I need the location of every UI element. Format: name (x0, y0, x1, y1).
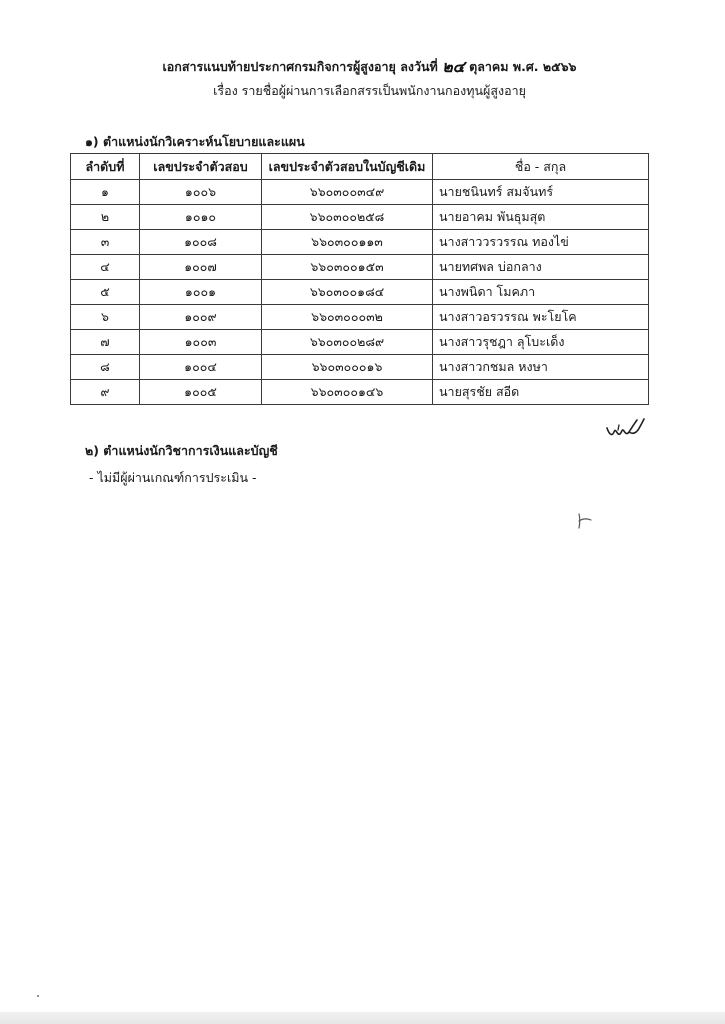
cell-old-exam-id: ๖๖๐๓๐๐๑๔๖ (262, 380, 433, 405)
cell-order: ๙ (71, 380, 140, 405)
cell-name: นายทศพล บ่อกลาง (433, 255, 649, 280)
cell-order: ๖ (71, 305, 140, 330)
cell-order: ๘ (71, 355, 140, 380)
table-header-row (71, 154, 649, 180)
handwritten-date-day: ๒๔ (442, 57, 465, 76)
document-title (0, 54, 725, 79)
cell-exam-id: ๑๐๐๑ (140, 280, 262, 305)
section-1-heading: ๑) ตำแหน่งนักวิเคราะห์นโยบายและแผน (85, 134, 305, 149)
no-candidates-note: - ไม่มีผู้ผ่านเกณฑ์การประเมิน - (89, 470, 257, 485)
table-row (71, 305, 649, 330)
cell-name: นายอาคม พันธุมสุต (433, 205, 649, 230)
table-row (71, 205, 649, 230)
cell-exam-id: ๑๐๐๕ (140, 380, 262, 405)
cell-exam-id: ๑๐๐๔ (140, 355, 262, 380)
table-row (71, 180, 649, 205)
cell-order: ๒ (71, 205, 140, 230)
cell-exam-id: ๑๐๐๓ (140, 330, 262, 355)
table-row (71, 280, 649, 305)
cell-old-exam-id: ๖๖๐๓๐๐๓๔๙ (262, 180, 433, 205)
cell-order: ๗ (71, 330, 140, 355)
cell-name: นางสาวกชมล หงษา (433, 355, 649, 380)
cell-name: นางสาววรวรรณ ทองไข่ (433, 230, 649, 255)
section-2-heading: ๒) ตำแหน่งนักวิชาการเงินและบัญชี (85, 443, 278, 458)
cell-name: นายชนินทร์ สมจันทร์ (433, 180, 649, 205)
cell-old-exam-id: ๖๖๐๓๐๐๑๕๓ (262, 255, 433, 280)
table-row (71, 330, 649, 355)
cell-name: นางพนิดา โมคภา (433, 280, 649, 305)
column-header-name: ชื่อ - สกุล (433, 154, 649, 180)
cell-order: ๑ (71, 180, 140, 205)
cell-old-exam-id: ๖๖๐๓๐๐๐๑๖ (262, 355, 433, 380)
cell-old-exam-id: ๖๖๐๓๐๐๑๑๓ (262, 230, 433, 255)
column-header-order: ลำดับที่ (71, 154, 140, 180)
column-header-exam-id: เลขประจำตัวสอบ (140, 154, 262, 180)
candidate-table (70, 153, 649, 405)
cell-exam-id: ๑๐๐๘ (140, 230, 262, 255)
handwritten-signature-icon (604, 416, 646, 448)
scan-speck (37, 995, 39, 997)
cell-old-exam-id: ๖๖๐๓๐๐๐๓๒ (262, 305, 433, 330)
cell-old-exam-id: ๖๖๐๓๐๐๒๘๙ (262, 330, 433, 355)
table-row (71, 380, 649, 405)
scan-edge (0, 1012, 725, 1024)
cell-exam-id: ๑๐๑๐ (140, 205, 262, 230)
cell-exam-id: ๑๐๐๖ (140, 180, 262, 205)
cell-exam-id: ๑๐๐๗ (140, 255, 262, 280)
document-subject: เรื่อง รายชื่อผู้ผ่านการเลือกสรรเป็นพนักงานกองทุนผู้สูงอายุ (213, 83, 526, 98)
cell-order: ๕ (71, 280, 140, 305)
title-suffix: ตุลาคม พ.ศ. ๒๕๖๖ (464, 59, 577, 74)
cell-name: นางสาวอรวรรณ พะโยโค (433, 305, 649, 330)
cell-old-exam-id: ๖๖๐๓๐๐๒๕๘ (262, 205, 433, 230)
table-row (71, 255, 649, 280)
title-prefix: เอกสารแนบท้ายประกาศกรมกิจการผู้สูงอายุ ลงวันที่ (162, 59, 443, 74)
table-row (71, 355, 649, 380)
cell-name: นายสุรชัย สอีด (433, 380, 649, 405)
cell-old-exam-id: ๖๖๐๓๐๐๑๘๔ (262, 280, 433, 305)
cell-order: ๓ (71, 230, 140, 255)
cell-order: ๔ (71, 255, 140, 280)
cell-exam-id: ๑๐๐๙ (140, 305, 262, 330)
table-row (71, 230, 649, 255)
cell-name: นางสาวรุชฎา ลุโบะเด็ง (433, 330, 649, 355)
handwritten-mark-icon (572, 510, 594, 532)
column-header-old-exam-id: เลขประจำตัวสอบในบัญชีเดิม (262, 154, 433, 180)
